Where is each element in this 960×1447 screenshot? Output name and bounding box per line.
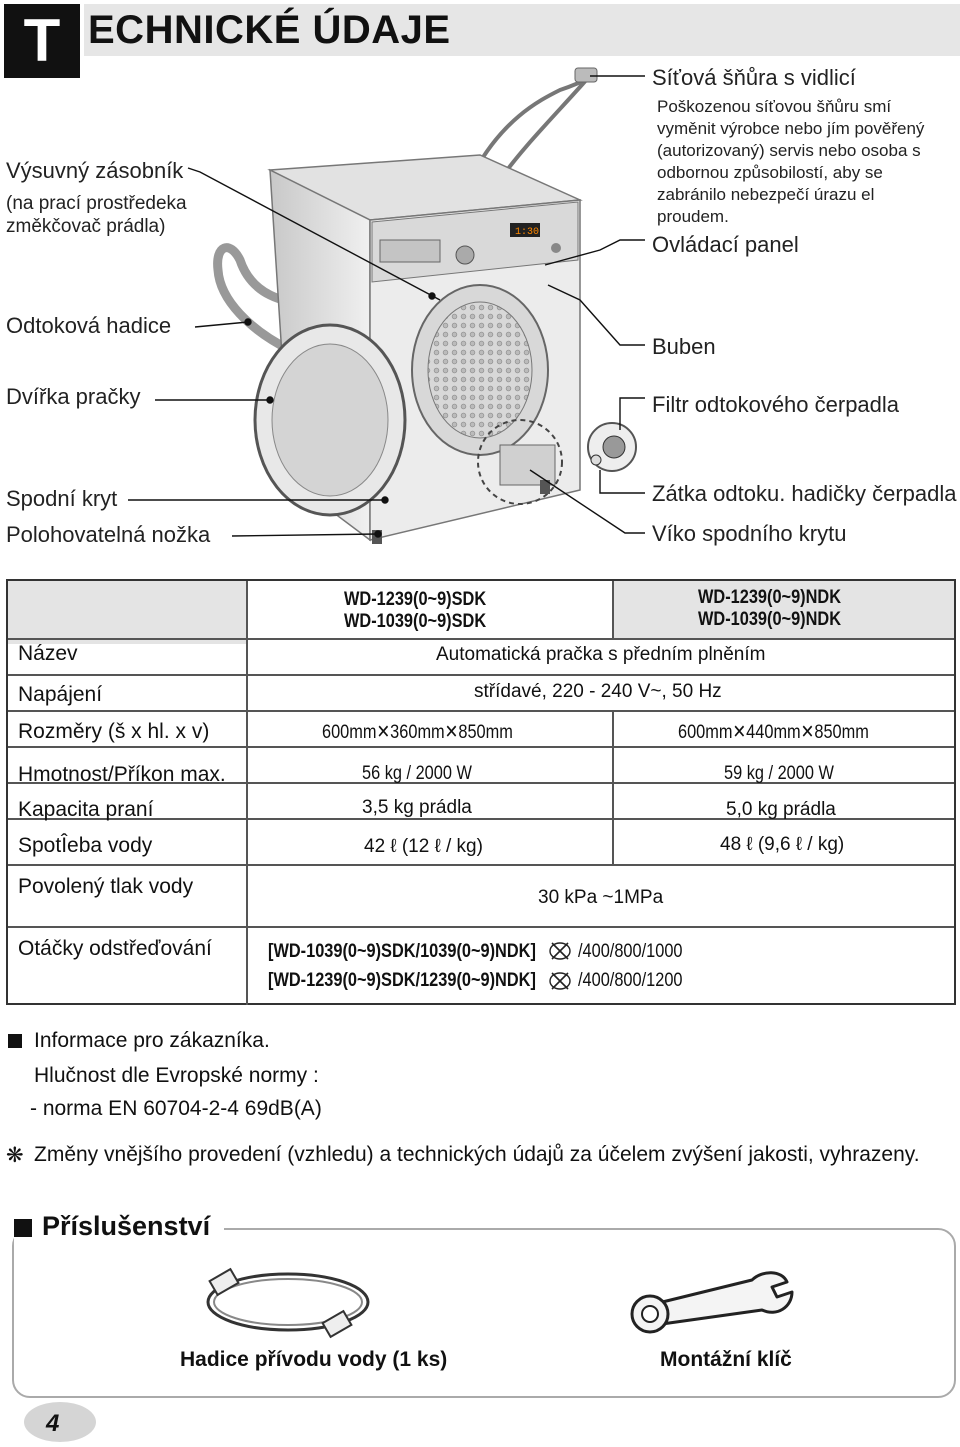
label-drain-hose: Odtoková hadice — [6, 313, 172, 338]
row-spin-models-1: [WD-1039(0~9)SDK/1039(0~9)NDK] — [268, 941, 536, 962]
label-bottom-cover: Spodní kryt — [6, 486, 118, 511]
table-corner — [8, 581, 246, 644]
power-note-6: proudem. — [657, 207, 729, 226]
row-pressure-label: Povolený tlak vody — [18, 875, 194, 898]
label-control-panel: Ovládací panel — [652, 232, 799, 257]
note-changes: Změny vnějšího provedení (vzhledu) a technických údajů za účelem zvýšení jakosti, vyhrazeny. — [34, 1143, 920, 1166]
label-door: Dvířka pračky — [6, 384, 141, 409]
hose-label: Hadice přívodu vody (1 ks) — [180, 1348, 448, 1371]
row-name-label: Název — [18, 642, 78, 665]
wrench-label: Montážní klíč — [660, 1348, 792, 1371]
display-value: 1:30 — [515, 227, 540, 238]
plug-icon — [575, 68, 597, 82]
note-info: Informace pro zákazníka. — [34, 1029, 270, 1052]
label-power-cord: Síťová šňůra s vidlicí — [652, 65, 856, 90]
no-spin-icon — [548, 969, 572, 997]
label-drawer-sub2: změkčovač prádla) — [6, 216, 166, 237]
col-a-header-1: WD-1239(0~9)SDK — [344, 589, 487, 610]
row-power-value: střídavé, 220 - 240 V~, 50 Hz — [474, 681, 722, 702]
row-water-b: 48 ℓ (9,6 ℓ / kg) — [720, 834, 845, 855]
label-drum: Buben — [652, 334, 716, 359]
label-drawer-sub1: (na prací prostředeka — [6, 193, 187, 214]
row-dims-b: 600mm✕440mm✕850mm — [678, 722, 869, 743]
bullet-square-icon — [8, 1034, 22, 1048]
label-pump-filter: Filtr odtokového čerpadla — [652, 392, 900, 417]
row-spin-values-1: /400/800/1000 — [578, 941, 683, 962]
row-weight-a: 56 kg / 2000 W — [362, 763, 472, 784]
program-knob-icon — [456, 246, 474, 264]
row-capacity-label: Kapacita praní — [18, 798, 154, 821]
spec-table — [6, 579, 956, 1005]
power-note-3: (autorizovaný) servis nebo osoba s — [657, 141, 921, 160]
bullet-square-icon — [14, 1219, 32, 1237]
row-spin-values-2: /400/800/1200 — [578, 970, 683, 991]
no-spin-icon — [548, 939, 572, 967]
row-spin-label: Otáčky odstřeďování — [18, 937, 212, 960]
power-note-1: Poškozenou síťovou šňůru smí — [657, 97, 892, 116]
note-noise: Hlučnost dle Evropské normy : — [34, 1064, 319, 1087]
row-power-label: Napájení — [18, 683, 103, 706]
row-weight-b: 59 kg / 2000 W — [724, 763, 834, 784]
row-dims-label: Rozměry (š x hl. x v) — [18, 720, 210, 743]
bottom-lid — [500, 445, 555, 485]
note-norm: - norma EN 60704-2-4 69dB(A) — [30, 1097, 322, 1120]
detergent-drawer — [380, 240, 440, 262]
page-title: ECHNICKÉ ÚDAJE — [88, 8, 451, 52]
row-water-label: SpotÎeba vody — [18, 834, 153, 857]
row-capacity-b: 5,0 kg prádla — [726, 799, 836, 820]
label-drawer: Výsuvný zásobník — [6, 158, 184, 183]
col-a-header-2: WD-1039(0~9)SDK — [344, 611, 487, 632]
power-note-5: zabránilo nebezpečí úrazu el — [657, 185, 875, 204]
row-name-value: Automatická pračka s předním plněním — [436, 644, 766, 665]
col-b-header-2: WD-1039(0~9)NDK — [698, 609, 842, 630]
col-b-header-1: WD-1239(0~9)NDK — [698, 587, 842, 608]
accessories-title: Příslušenství — [42, 1211, 211, 1241]
label-drain-plug: Zátka odtoku. hadičky čerpadla — [652, 481, 957, 506]
row-pressure-value: 30 kPa ~1MPa — [538, 887, 664, 908]
row-spin-models-2: [WD-1239(0~9)SDK/1239(0~9)NDK] — [268, 970, 536, 991]
row-capacity-a: 3,5 kg prádla — [362, 797, 472, 818]
water-hose-image — [200, 1262, 380, 1342]
row-dims-a: 600mm✕360mm✕850mm — [322, 722, 513, 743]
row-weight-label: Hmotnost/Příkon max. — [18, 763, 226, 786]
page-number-badge — [20, 1398, 100, 1444]
label-foot: Polohovatelná nožka — [6, 522, 211, 547]
row-water-a: 42 ℓ (12 ℓ / kg) — [364, 836, 483, 857]
label-bottom-lid: Víko spodního krytu — [652, 521, 847, 546]
page-number: 4 — [46, 1410, 60, 1437]
title-initial: T — [4, 4, 80, 78]
asterisk-icon: ❋ — [6, 1144, 24, 1167]
accessories-box — [12, 1228, 956, 1398]
wrench-image — [622, 1262, 802, 1342]
power-note-4: odbornou způsobilostí, aby se — [657, 163, 883, 182]
power-note-2: vyměnit výrobce nebo jím pověřený — [657, 119, 925, 138]
